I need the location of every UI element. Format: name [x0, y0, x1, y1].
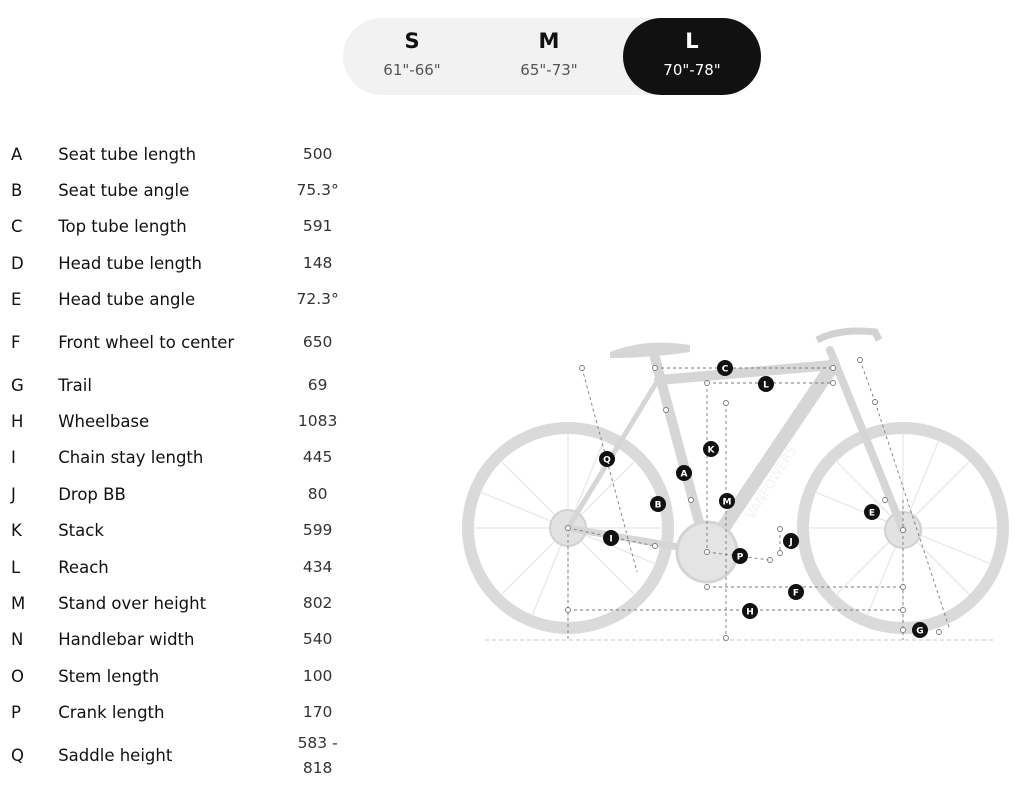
- size-height-range: 65"-73": [520, 61, 578, 79]
- geometry-code: E: [11, 290, 22, 310]
- geometry-code: H: [11, 412, 24, 432]
- marker-a: [676, 465, 692, 481]
- size-option-s[interactable]: [343, 18, 481, 95]
- frame-brand-text: VANPOWERS: [743, 443, 801, 523]
- marker-label: B: [654, 500, 662, 511]
- geometry-row: [0, 622, 340, 658]
- handlebar: [817, 331, 879, 340]
- geometry-label: Crank length: [58, 703, 165, 723]
- geometry-label: Top tube length: [58, 217, 187, 237]
- geometry-value: 75.3°: [296, 181, 339, 200]
- geometry-label: Drop BB: [58, 484, 126, 504]
- geometry-label: Head tube length: [58, 253, 202, 273]
- geometry-code: M: [11, 593, 26, 613]
- geometry-row: [0, 476, 340, 512]
- marker-label: Q: [603, 455, 611, 466]
- geometry-row: [0, 658, 340, 694]
- geometry-row: [0, 440, 340, 476]
- geometry-value: 599: [302, 521, 333, 540]
- size-height-range: 70"-78": [663, 61, 721, 79]
- geometry-label: Wheelbase: [58, 412, 150, 432]
- geometry-value: 445: [302, 448, 333, 467]
- size-letter: L: [685, 29, 699, 53]
- geometry-label: Chain stay length: [58, 448, 204, 468]
- geometry-code: B: [11, 181, 23, 201]
- geometry-value: 583 - 818: [297, 733, 338, 777]
- geometry-label: Head tube angle: [58, 290, 196, 310]
- marker-m: [719, 493, 735, 509]
- size-height-range: 61"-66": [383, 61, 441, 79]
- geometry-value: 80: [307, 484, 328, 503]
- geometry-code: P: [11, 703, 21, 723]
- size-letter: S: [404, 29, 420, 53]
- geometry-row: [0, 694, 340, 730]
- geometry-row: [0, 172, 340, 208]
- marker-label: G: [916, 626, 924, 637]
- geometry-code: J: [11, 484, 16, 504]
- size-option-l[interactable]: [623, 18, 761, 95]
- marker-p: [732, 548, 748, 564]
- geometry-row: [0, 403, 340, 439]
- marker-label: J: [789, 537, 793, 548]
- geometry-label: Trail: [58, 375, 92, 395]
- marker-h: [742, 603, 758, 619]
- geometry-code: I: [11, 448, 16, 468]
- marker-k: [703, 441, 719, 457]
- geometry-value: 170: [302, 703, 333, 722]
- marker-j: [783, 533, 799, 549]
- geometry-label: Front wheel to center: [58, 332, 235, 352]
- marker-label: P: [736, 552, 744, 563]
- marker-label: K: [707, 445, 715, 456]
- geometry-label: Stack: [58, 521, 104, 541]
- marker-label: M: [722, 497, 732, 508]
- marker-g: [912, 622, 928, 638]
- size-selector: [343, 18, 761, 95]
- size-option-m[interactable]: [480, 18, 618, 95]
- geometry-value: 69: [307, 375, 328, 394]
- geometry-label: Stem length: [58, 666, 160, 686]
- geometry-row: [0, 513, 340, 549]
- geometry-value: 591: [302, 217, 333, 236]
- geometry-value: 100: [302, 666, 333, 685]
- geometry-row: [0, 731, 340, 781]
- geometry-code: Q: [11, 746, 24, 766]
- geometry-code: D: [11, 253, 24, 273]
- geometry-label: Reach: [58, 557, 109, 577]
- marker-q: [599, 451, 615, 467]
- geometry-row: [0, 136, 340, 172]
- geometry-value: 500: [302, 144, 333, 163]
- geometry-code: L: [11, 557, 21, 577]
- marker-e: [864, 504, 880, 520]
- geometry-label: Handlebar width: [58, 630, 195, 650]
- geometry-value: 72.3°: [296, 290, 339, 309]
- saddle: [610, 343, 690, 358]
- geometry-value: 434: [302, 557, 333, 576]
- marker-label: F: [792, 588, 800, 599]
- geometry-value: 1083: [297, 412, 338, 431]
- size-letter: M: [538, 29, 560, 53]
- bike-geometry-diagram: [445, 310, 1024, 660]
- geometry-code: C: [11, 217, 23, 237]
- geometry-code: O: [11, 666, 24, 686]
- geometry-row: [0, 549, 340, 585]
- geometry-row: [0, 318, 340, 367]
- geometry-value: 148: [302, 253, 333, 272]
- geometry-value: 650: [302, 332, 333, 351]
- marker-f: [788, 584, 804, 600]
- geometry-code: G: [11, 375, 24, 395]
- geometry-row: [0, 245, 340, 281]
- geometry-row: [0, 585, 340, 621]
- geometry-row: [0, 367, 340, 403]
- geometry-value: 802: [302, 593, 333, 612]
- frame: [568, 350, 903, 552]
- geometry-label: Saddle height: [58, 746, 173, 766]
- bike-illustration: [468, 331, 1003, 628]
- marker-label: A: [680, 469, 688, 480]
- marker-b: [650, 496, 666, 512]
- geometry-label: Stand over height: [58, 593, 207, 613]
- marker-label: H: [746, 607, 754, 618]
- marker-i: [603, 530, 619, 546]
- geometry-code: K: [11, 521, 22, 541]
- geometry-code: N: [11, 630, 24, 650]
- geometry-row: [0, 209, 340, 245]
- geometry-label: Seat tube length: [58, 144, 197, 164]
- geometry-value: 540: [302, 630, 333, 649]
- geometry-code: F: [11, 332, 21, 352]
- marker-label: C: [721, 364, 729, 375]
- marker-label: E: [868, 508, 876, 519]
- marker-c: [717, 360, 733, 376]
- marker-label: L: [763, 380, 769, 391]
- geometry-label: Seat tube angle: [58, 181, 190, 201]
- geometry-row: [0, 282, 340, 318]
- geometry-code: A: [11, 144, 23, 164]
- marker-l: [758, 376, 774, 392]
- geometry-table: [0, 136, 340, 781]
- marker-label: I: [609, 534, 613, 545]
